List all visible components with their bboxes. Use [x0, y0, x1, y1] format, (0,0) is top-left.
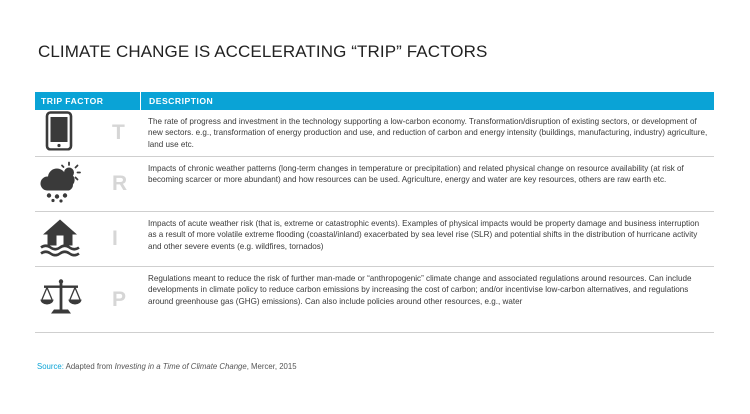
flooded-house-icon [39, 217, 81, 262]
factor-description: The rate of progress and investment in the technology supporting a low-carbon economy. Transformation/disruption of existing sectors, or development of new sectors. e.g., transformation of energy production and use, and reduction of carbon and energy intensity (buildings, manufacturing, industry) agriculture, land use etc. [148, 117, 708, 149]
table-header [35, 92, 714, 110]
table-row [35, 267, 714, 333]
source-label: Source: [37, 362, 64, 371]
factor-description: Impacts of acute weather risk (that is, extreme or catastrophic events). Examples of physical impacts would be property damage and business interruption as a result of more volatile extreme flooding (coastal/inland) exacerbated by sea level rise (SLR) and potential shifts in the distribution of hurricane activity and other severe events (e.g. wildfires, tornados) [148, 219, 700, 251]
table-row [35, 110, 714, 157]
factor-cell [35, 110, 140, 156]
source-work-title: Investing in a Time of Climate Change [114, 362, 247, 371]
weather-cloud-sun-snow-icon [39, 161, 83, 208]
smartphone-icon [39, 111, 79, 156]
header-description: DESCRIPTION [140, 92, 714, 110]
header-trip-factor: TRIP FACTOR [41, 96, 104, 106]
source-suffix: , Mercer, 2015 [246, 362, 297, 371]
factor-description: Impacts of chronic weather patterns (long-term changes in temperature or precipitation) and related physical change on resource availability (at risk of becoming scarcer or more abundant) and how resources can be used. Agriculture, energy and water are key resources, others are raw earth etc. [148, 164, 684, 185]
factor-letter: T [112, 121, 125, 144]
source-prefix: Adapted from [65, 362, 113, 371]
factor-letter: I [112, 227, 118, 250]
table-row [35, 157, 714, 212]
factor-cell [35, 212, 140, 266]
factor-cell [35, 267, 140, 332]
factor-cell [35, 157, 140, 211]
trip-factors-table [35, 92, 714, 333]
page-title: CLIMATE CHANGE IS ACCELERATING “TRIP” FACTORS [38, 42, 488, 61]
table-row [35, 212, 714, 267]
factor-description: Regulations meant to reduce the risk of further man-made or “anthropogenic” climate change and associated regulations around resources. Can include developments in climate policy to reduce carbon emissions by increasing the cost of carbon; and/or incentivise low-carbon alternatives, and regulations around greenhouse gas (GHG) emissions). Can also include policies around other resources, e.g., water [148, 274, 692, 306]
scales-of-justice-icon [39, 277, 83, 322]
factor-letter: P [112, 287, 127, 311]
factor-letter: R [112, 172, 128, 195]
source-note [37, 362, 297, 371]
